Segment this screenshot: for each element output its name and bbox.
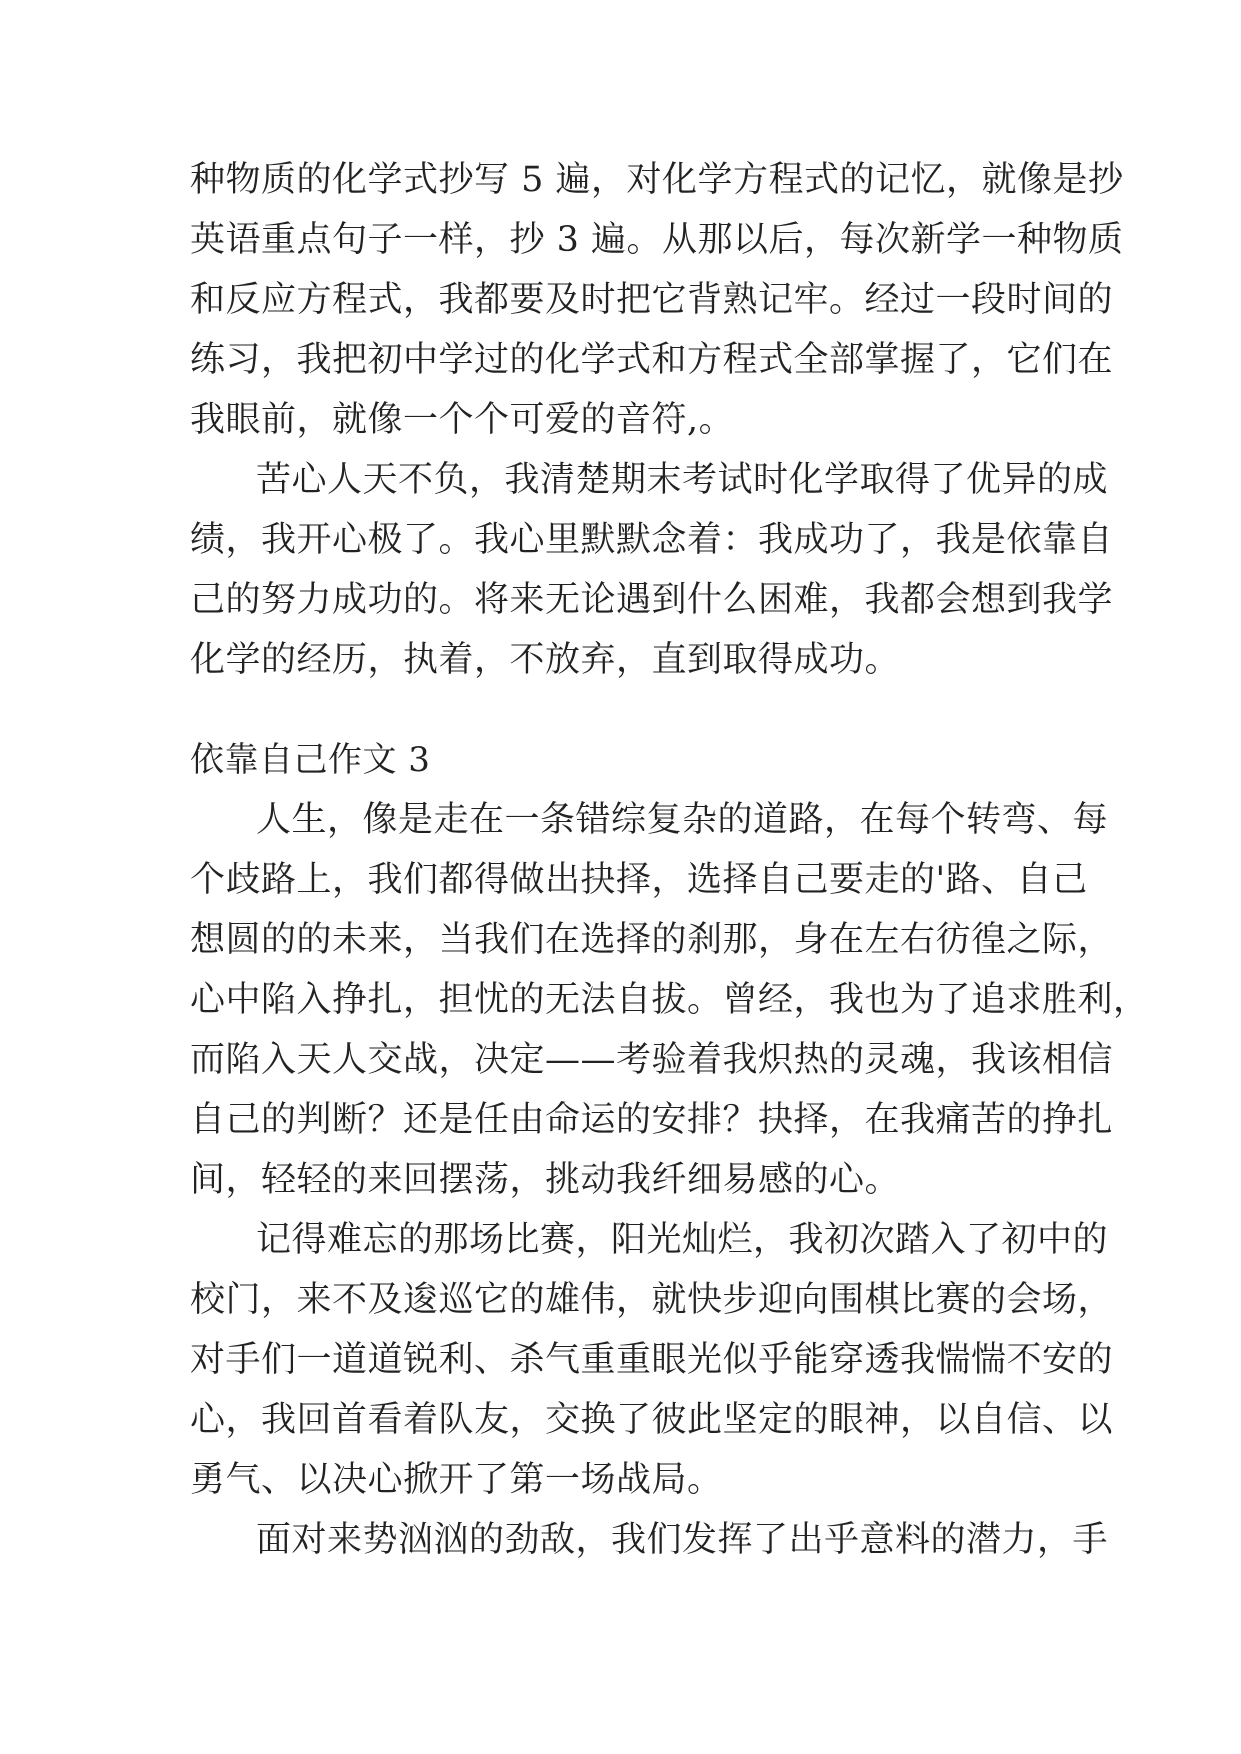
paragraph-first-line: 面对来势汹汹的劲敌，我们发挥了出乎意料的潜力，手 — [256, 1520, 1109, 1560]
text-line: 对手们一道道锐利、杀气重重眼光似乎能穿透我惴惴不安的 — [190, 1340, 1114, 1380]
text-line: 个歧路上，我们都得做出抉择，选择自己要走的'路、自己 — [190, 860, 1088, 900]
text-line: 和反应方程式，我都要及时把它背熟记牢。经过一段时间的 — [190, 280, 1114, 320]
text-line: 练习，我把初中学过的化学式和方程式全部掌握了，它们在 — [190, 340, 1114, 380]
text-line: 而陷入天人交战，决定——考验着我炽热的灵魂，我该相信 — [190, 1040, 1114, 1080]
text-line: 心，我回首看着队友，交换了彼此坚定的眼神，以自信、以 — [190, 1400, 1114, 1440]
section-heading: 依靠自己作文 3 — [190, 740, 431, 780]
text-line: 种物质的化学式抄写 5 遍，对化学方程式的记忆，就像是抄 — [190, 160, 1124, 200]
paragraph-first-line: 记得难忘的那场比赛，阳光灿烂，我初次踏入了初中的 — [256, 1220, 1109, 1260]
text-line: 英语重点句子一样，抄 3 遍。从那以后，每次新学一种物质 — [190, 220, 1124, 260]
text-line: 想圆的的未来，当我们在选择的刹那，身在左右彷徨之际， — [190, 920, 1114, 960]
text-line: 绩，我开心极了。我心里默默念着：我成功了，我是依靠自 — [190, 520, 1114, 560]
paragraph-first-line: 苦心人天不负，我清楚期末考试时化学取得了优异的成 — [256, 460, 1109, 500]
paragraph-first-line: 人生，像是走在一条错综复杂的道路，在每个转弯、每 — [256, 800, 1109, 840]
text-line: 自己的判断？还是任由命运的安排？抉择，在我痛苦的挣扎 — [190, 1100, 1114, 1140]
text-line: 间，轻轻的来回摆荡，挑动我纤细易感的心。 — [190, 1160, 901, 1200]
text-line: 己的努力成功的。将来无论遇到什么困难，我都会想到我学 — [190, 580, 1114, 620]
text-line: 我眼前，就像一个个可爱的音符,。 — [190, 400, 735, 440]
text-line: 化学的经历，执着，不放弃，直到取得成功。 — [190, 640, 901, 680]
text-line: 勇气、以决心掀开了第一场战局。 — [190, 1460, 723, 1500]
text-line: 校门，来不及逡巡它的雄伟，就快步迎向围棋比赛的会场， — [190, 1280, 1114, 1320]
text-line: 心中陷入挣扎，担忧的无法自拔。曾经，我也为了追求胜利， — [190, 980, 1149, 1020]
